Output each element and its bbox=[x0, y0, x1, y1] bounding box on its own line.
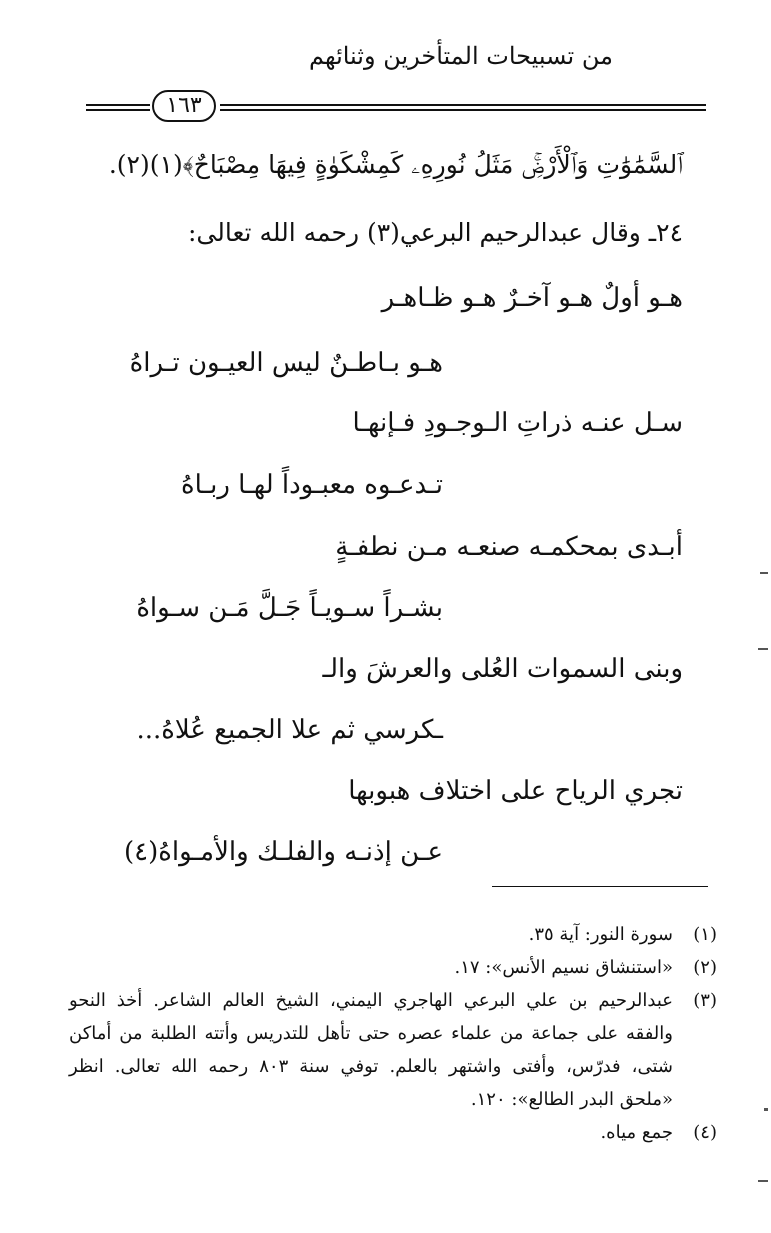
scan-mark bbox=[764, 1108, 768, 1111]
poem-hemistich: بشـراً سـويـاً جَـلَّ مَـن سـواهُ bbox=[136, 593, 443, 623]
running-title: من تسبيحات المتأخرين وثنائهم bbox=[309, 42, 613, 70]
page-number: ١٦٣ bbox=[152, 90, 216, 122]
poem-introduction: ٢٤ـ وقال عبدالرحيم البرعي(٣) رحمه الله تعالى: bbox=[188, 218, 683, 247]
footnote-text: جمع مياه. bbox=[600, 1122, 673, 1143]
footnote-number: (١) bbox=[693, 924, 717, 945]
footnote-text: عبدالرحيم بن علي البرعي الهاجري اليمني، الشيخ العالم الشاعر. أخذ النحو والفقه على جماعة من علماء عصره حتى تأهل للتدريس وأتته الطلبة من أماكن شتى، فدرّس، وأفتى واشتهر بالعلم. توفي سنة ٨٠٣ رحمه الله تعالى. انظر «ملحق البدر الطالع»: ١٢٠. bbox=[69, 990, 673, 1110]
poem-hemistich: تجري الرياح على اختلاف هبوبها bbox=[348, 776, 683, 806]
footnote-item bbox=[69, 1116, 717, 1149]
footnote-number: (٤) bbox=[693, 1122, 717, 1143]
scan-mark bbox=[758, 1180, 768, 1182]
footnote-item bbox=[69, 984, 717, 1116]
footnote-item bbox=[69, 918, 717, 951]
poem-hemistich: هـو بـاطـنٌ ليس العيـون تـراهُ bbox=[129, 348, 443, 378]
poem-hemistich: عـن إذنـه والفلـك والأمـواهُ(٤) bbox=[124, 837, 443, 867]
poem-hemistich: تـدعـوه معبـوداً لهـا ربـاهُ bbox=[180, 470, 443, 500]
footnote-number: (٢) bbox=[693, 957, 717, 978]
header-divider-right bbox=[220, 104, 706, 111]
poem-hemistich: ـكرسي ثم علا الجميع عُلاهُ... bbox=[136, 715, 443, 745]
header-divider-left bbox=[86, 104, 150, 111]
footnote-item bbox=[69, 951, 717, 984]
footnotes bbox=[69, 918, 717, 1149]
footnote-number: (٣) bbox=[693, 990, 717, 1011]
poem-hemistich: سـل عنـه ذراتِ الـوجـودِ فـإنهـا bbox=[352, 408, 683, 438]
footnote-text: سورة النور: آية ٣٥. bbox=[528, 924, 673, 945]
poem-hemistich: هـو أولٌ هـو آخـرٌ هـو ظـاهـر bbox=[381, 283, 683, 313]
footnote-separator bbox=[492, 886, 708, 887]
poem-hemistich: وبنى السموات العُلى والعرشَ والـ bbox=[322, 654, 683, 684]
scan-mark bbox=[758, 648, 768, 650]
quran-verse-line: ٱلسَّمَٰوَٰتِ وَٱلْأَرْضِۚ مَثَلُ نُورِهِۦ كَمِشْكَوٰةٍ فِيهَا مِصْبَاحٌ﴾(١)(٢). bbox=[108, 150, 683, 179]
scan-mark bbox=[760, 572, 768, 574]
footnote-text: «استنشاق نسيم الأنس»: ١٧. bbox=[454, 957, 673, 978]
poem-hemistich: أبـدى بمحكمـه صنعـه مـن نطفـةٍ bbox=[335, 532, 683, 562]
